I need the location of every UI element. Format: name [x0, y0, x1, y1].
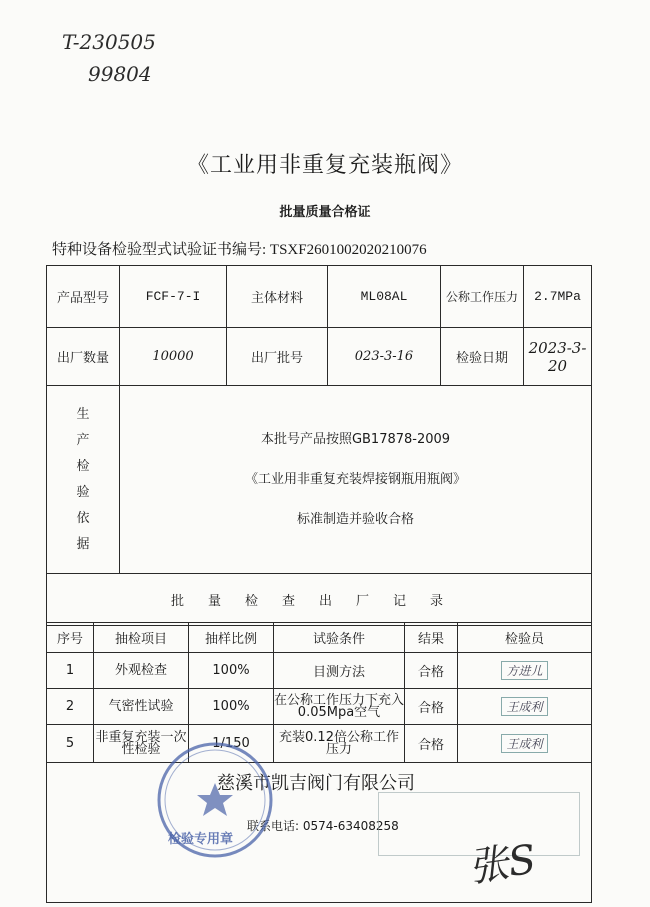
- basis-line-3: 标准制造并验收合格: [296, 511, 414, 527]
- contact-phone: 联系电话: 0574-63408258: [247, 819, 399, 833]
- row-no: 5: [47, 725, 94, 763]
- basis-label: 生 产 检 验 依 据: [47, 386, 120, 574]
- qty-value: 10000: [120, 328, 227, 386]
- basis-line-2: 《工业用非重复充装焊接钢瓶用瓶阀》: [244, 471, 466, 487]
- inspector-stamp: 王成利: [501, 734, 547, 753]
- material-label: 主体材料: [227, 266, 328, 328]
- header-item: 抽检项目: [94, 623, 189, 653]
- handwritten-note-1: T-230505: [62, 30, 156, 54]
- pressure-value: 2.7MPa: [524, 266, 592, 328]
- model-label: 产品型号: [47, 266, 120, 328]
- certificate-table: [46, 265, 592, 626]
- row-result: 合格: [405, 689, 458, 725]
- qty-label: 出厂数量: [47, 328, 120, 386]
- row-condition: 充装0.12倍公称工作压力: [274, 725, 405, 763]
- inspector-stamp: 王成利: [501, 697, 547, 716]
- row-inspector: [458, 653, 592, 689]
- row-ratio: 1/150: [189, 725, 274, 763]
- batch-value: 023-3-16: [328, 328, 441, 386]
- table-row: [47, 689, 592, 725]
- header-no: 序号: [47, 623, 94, 653]
- row-inspector: [458, 689, 592, 725]
- seal-text: 检验专用章: [168, 832, 234, 847]
- row-item: 气密性试验: [94, 689, 189, 725]
- row-inspector: [458, 725, 592, 763]
- material-value: ML08AL: [328, 266, 441, 328]
- header-inspector: 检验员: [458, 623, 592, 653]
- row-condition: 目测方法: [274, 653, 405, 689]
- handwritten-note-2: 99804: [88, 62, 152, 86]
- table-row: [47, 653, 592, 689]
- table-row: [47, 725, 592, 763]
- certificate-line: 特种设备检验型式试验证书编号: TSXF2601002020210076: [52, 242, 427, 258]
- row-no: 1: [47, 653, 94, 689]
- basis-text: [120, 386, 592, 574]
- date-label: 检验日期: [441, 328, 524, 386]
- row-item: 外观检查: [94, 653, 189, 689]
- row-item: 非重复充装一次性检验: [94, 725, 189, 763]
- row-result: 合格: [405, 725, 458, 763]
- row-no: 2: [47, 689, 94, 725]
- header-result: 结果: [405, 623, 458, 653]
- row-condition: 在公称工作压力下充入0.05Mpa空气: [274, 689, 405, 725]
- document-title: 《工业用非重复充装瓶阀》: [186, 153, 463, 178]
- batch-label: 出厂批号: [227, 328, 328, 386]
- model-value: FCF-7-I: [120, 266, 227, 328]
- date-value: 2023-3-20: [524, 328, 592, 386]
- inspector-stamp: 方进儿: [501, 661, 547, 680]
- header-condition: 试验条件: [274, 623, 405, 653]
- row-ratio: 100%: [189, 653, 274, 689]
- pressure-label: 公称工作压力: [441, 266, 524, 328]
- header-ratio: 抽样比例: [189, 623, 274, 653]
- row-result: 合格: [405, 653, 458, 689]
- records-title: 批量检查出厂记录: [47, 574, 592, 626]
- company-name: 慈溪市凯吉阀门有限公司: [217, 773, 415, 794]
- signature: 张S: [465, 836, 539, 892]
- basis-line-1: 本批号产品按照GB17878-2009: [260, 431, 451, 447]
- row-ratio: 100%: [189, 689, 274, 725]
- document-subtitle: 批量质量合格证: [279, 205, 371, 220]
